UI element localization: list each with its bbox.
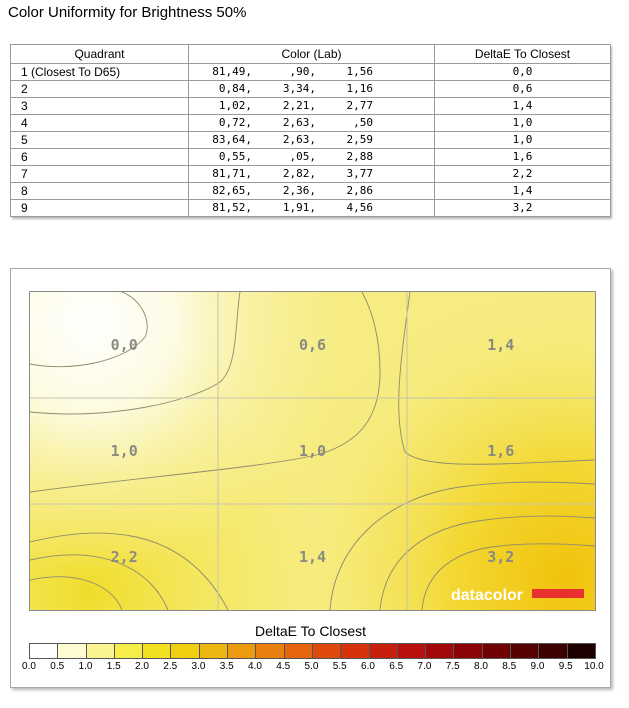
color-scale-label: 6.5: [389, 661, 404, 672]
table-row: [11, 183, 611, 200]
color-scale-swatch: [285, 644, 313, 658]
color-scale-swatch: [539, 644, 567, 658]
color-scale-swatch: [341, 644, 369, 658]
cell-color-lab: [189, 81, 435, 98]
color-scale-swatch: [398, 644, 426, 658]
color-scale-label: 0.5: [50, 661, 65, 672]
table-row: [11, 81, 611, 98]
color-scale-label: 1.0: [78, 661, 93, 672]
table-row: [11, 200, 611, 217]
cell-deltae: 0,6: [435, 81, 611, 98]
uniformity-heatmap: [29, 291, 596, 611]
table-row: [11, 64, 611, 81]
cell-lab-a: 3,34,: [282, 82, 316, 95]
cell-lab-b: 2,88: [346, 150, 373, 163]
table-row: [11, 115, 611, 132]
header-color-lab: Color (Lab): [189, 45, 435, 64]
cell-lab-b: 2,59: [346, 133, 373, 146]
cell-lab-b: 3,77: [346, 167, 373, 180]
color-scale-swatch: [200, 644, 228, 658]
color-scale-label: 4.5: [276, 661, 291, 672]
color-scale-swatch: [256, 644, 284, 658]
cell-lab-b: 1,16: [346, 82, 373, 95]
cell-lab-a: 1,91,: [282, 201, 316, 214]
datacolor-watermark: datacolor: [451, 587, 524, 604]
cell-color-lab: [189, 64, 435, 81]
cell-lab-a: 2,82,: [282, 167, 316, 180]
cell-color-lab: [189, 132, 435, 149]
color-scale-label: 5.0: [304, 661, 319, 672]
color-scale-label: 9.5: [558, 661, 573, 672]
color-scale-swatch: [30, 644, 58, 658]
cell-lab-l: 81,52,: [212, 201, 252, 214]
heatmap-svg: [30, 292, 595, 610]
heatmap-cell-label: 1,0: [110, 442, 138, 460]
color-scale-swatch: [228, 644, 256, 658]
cell-deltae: 0,0: [435, 64, 611, 81]
color-scale-swatch: [58, 644, 86, 658]
heatmap-cell-label: 2,2: [110, 548, 138, 566]
cell-lab-b: 4,56: [346, 201, 373, 214]
cell-lab-l: 1,02,: [218, 99, 252, 112]
heatmap-cell-label: 3,2: [487, 548, 515, 566]
cell-quadrant: 8: [11, 183, 189, 200]
table-row: [11, 132, 611, 149]
color-scale-swatch: [171, 644, 199, 658]
color-scale-swatch: [483, 644, 511, 658]
cell-lab-b: ,50: [353, 116, 373, 129]
cell-lab-b: 2,86: [346, 184, 373, 197]
table-row: [11, 98, 611, 115]
cell-lab-l: 83,64,: [212, 133, 252, 146]
color-scale-label: 2.5: [163, 661, 178, 672]
cell-lab-l: 81,71,: [212, 167, 252, 180]
color-scale-swatch: [511, 644, 539, 658]
table-header-row: [11, 45, 611, 64]
heatmap-cell-label: 1,4: [298, 548, 327, 566]
cell-color-lab: [189, 166, 435, 183]
color-scale-swatch: [87, 644, 115, 658]
color-scale-label: 3.0: [191, 661, 206, 672]
cell-lab-a: 2,36,: [282, 184, 316, 197]
color-scale-label: 10.0: [584, 661, 604, 672]
datacolor-watermark-bar: [532, 589, 584, 598]
cell-deltae: 2,2: [435, 166, 611, 183]
color-scale-label: 7.5: [445, 661, 460, 672]
color-scale-label: 0.0: [22, 661, 36, 672]
cell-lab-b: 1,56: [346, 65, 373, 78]
color-scale-label: 7.0: [417, 661, 432, 672]
cell-lab-a: 2,21,: [282, 99, 316, 112]
color-scale-label: 1.5: [106, 661, 121, 672]
cell-lab-a: ,90,: [289, 65, 316, 78]
heatmap-cell-label: 1,4: [487, 336, 515, 354]
cell-deltae: 1,6: [435, 149, 611, 166]
heatmap-cell-label: 0,6: [298, 336, 327, 354]
color-scale-swatch: [313, 644, 341, 658]
cell-deltae: 1,4: [435, 183, 611, 200]
cell-color-lab: [189, 98, 435, 115]
cell-deltae: 1,4: [435, 98, 611, 115]
cell-lab-b: 2,77: [346, 99, 373, 112]
color-scale-label: 5.5: [332, 661, 347, 672]
results-table: [10, 44, 611, 217]
cell-deltae: 3,2: [435, 200, 611, 217]
cell-lab-a: 2,63,: [282, 133, 316, 146]
color-scale-swatch: [568, 644, 595, 658]
legend-title: DeltaE To Closest: [254, 623, 366, 639]
color-scale-labels: [11, 661, 610, 675]
color-scale-label: 3.5: [219, 661, 234, 672]
cell-lab-a: ,05,: [289, 150, 316, 163]
cell-quadrant: 7: [11, 166, 189, 183]
color-scale-label: 4.0: [248, 661, 262, 672]
cell-color-lab: [189, 200, 435, 217]
uniformity-chart-panel: [10, 268, 611, 688]
color-scale-label: 9.0: [530, 661, 545, 672]
color-scale-swatch: [370, 644, 398, 658]
cell-lab-l: 82,65,: [212, 184, 252, 197]
cell-color-lab: [189, 183, 435, 200]
header-quadrant: Quadrant: [11, 45, 189, 64]
color-scale-label: 8.0: [474, 661, 488, 672]
cell-deltae: 1,0: [435, 115, 611, 132]
table-row: [11, 166, 611, 183]
color-scale-label: 8.5: [502, 661, 517, 672]
cell-quadrant: 3: [11, 98, 189, 115]
page-title: Color Uniformity for Brightness 50%: [8, 4, 247, 21]
color-scale-swatch: [426, 644, 454, 658]
cell-lab-a: 2,63,: [282, 116, 316, 129]
cell-quadrant: 9: [11, 200, 189, 217]
cell-lab-l: 0,72,: [218, 116, 252, 129]
color-scale-label: 6.0: [361, 661, 375, 672]
results-table-container: [10, 44, 610, 217]
color-scale-swatch: [454, 644, 482, 658]
cell-color-lab: [189, 149, 435, 166]
cell-quadrant: 2: [11, 81, 189, 98]
heatmap-cell-label: 1,0: [298, 442, 327, 460]
color-scale-bar: [29, 643, 596, 659]
cell-deltae: 1,0: [435, 132, 611, 149]
cell-quadrant: 4: [11, 115, 189, 132]
table-row: [11, 149, 611, 166]
color-scale-label: 2.0: [135, 661, 149, 672]
cell-lab-l: 81,49,: [212, 65, 252, 78]
color-scale-swatch: [115, 644, 143, 658]
color-scale-swatch: [143, 644, 171, 658]
cell-quadrant: 5: [11, 132, 189, 149]
heatmap-cell-label: 1,6: [487, 442, 515, 460]
heatmap-cell-label: 0,0: [110, 336, 138, 354]
cell-quadrant: 6: [11, 149, 189, 166]
cell-color-lab: [189, 115, 435, 132]
cell-lab-l: 0,84,: [218, 82, 252, 95]
header-deltae: DeltaE To Closest: [435, 45, 611, 64]
cell-quadrant: 1 (Closest To D65): [11, 64, 189, 81]
cell-lab-l: 0,55,: [218, 150, 252, 163]
